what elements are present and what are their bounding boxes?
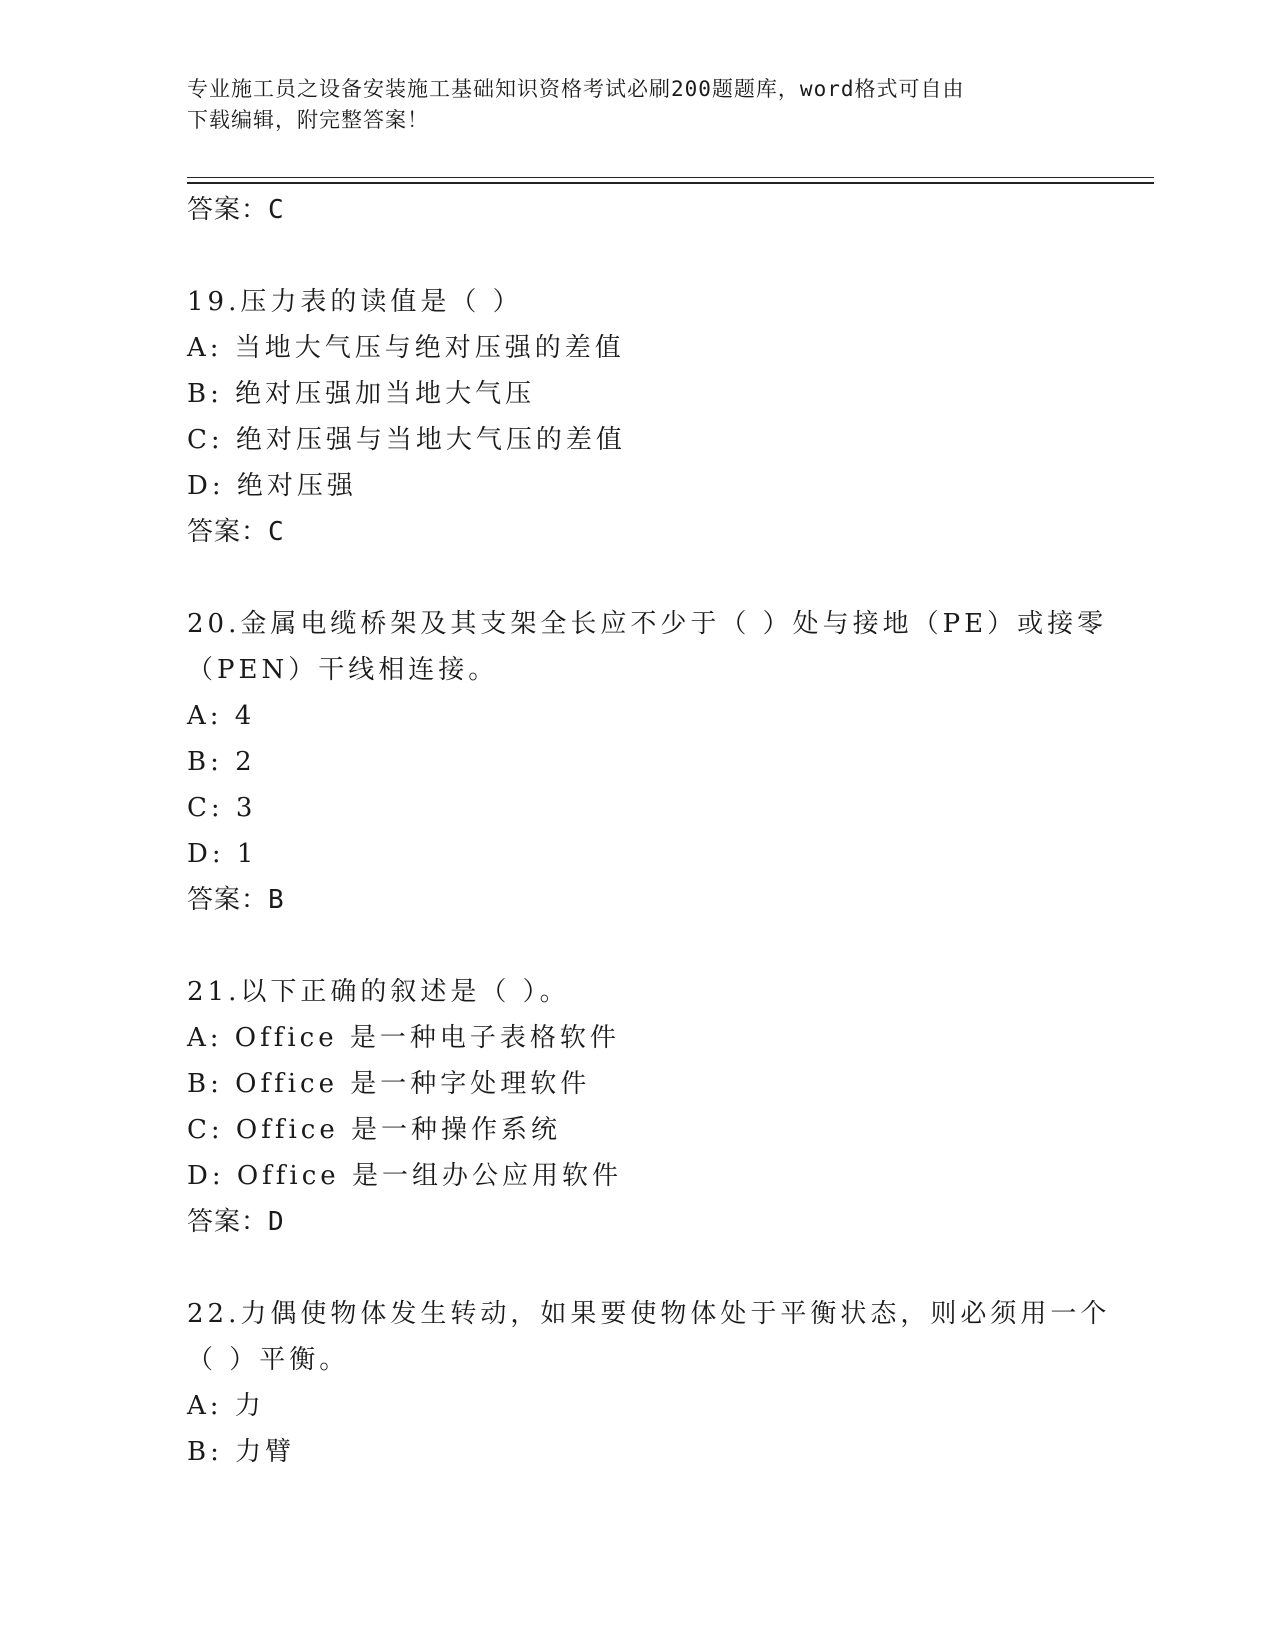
question-22 (187, 1291, 1111, 1475)
question-stem: 21.以下正确的叙述是（ ）。 (187, 977, 570, 1007)
option-d: D: 绝对压强 (187, 471, 357, 501)
option-b: B: 2 (187, 747, 256, 777)
question-list (187, 187, 1111, 1475)
option-b: B: 绝对压强加当地大气压 (187, 379, 536, 409)
header-divider-thin (187, 177, 1154, 178)
document-header: 专业施工员之设备安装施工基础知识资格考试必刷200题题库，word格式可自由 下载编辑，附完整答案！ (187, 77, 965, 132)
header-divider-thick (187, 182, 1154, 184)
spacer (187, 555, 1087, 601)
question-21 (187, 969, 1087, 1245)
spacer (187, 923, 1087, 969)
question-20 (187, 601, 1108, 923)
option-c: C: Office 是一种操作系统 (187, 1115, 562, 1145)
option-a: A: 4 (187, 701, 256, 731)
spacer (187, 233, 1087, 279)
question-stem: 20.金属电缆桥架及其支架全长应不少于（ ）处与接地（PE）或接零 (187, 609, 1108, 639)
spacer (187, 1245, 1087, 1291)
option-d: D: Office 是一组办公应用软件 (187, 1161, 622, 1191)
option-d: D: 1 (187, 839, 258, 869)
question-stem-continued: （ ）平衡。 (187, 1345, 350, 1375)
question-stem-continued: （PEN）干线相连接。 (187, 655, 499, 685)
option-c: C: 3 (187, 793, 257, 823)
option-a: A: Office 是一种电子表格软件 (187, 1023, 620, 1053)
option-b: B: 力臂 (187, 1437, 296, 1467)
previous-answer: 答案：C (187, 195, 285, 225)
answer: 答案：B (187, 885, 285, 915)
option-a: A: 当地大气压与绝对压强的差值 (187, 333, 625, 363)
option-b: B: Office 是一种字处理软件 (187, 1069, 591, 1099)
answer: 答案：D (187, 1207, 285, 1237)
question-stem: 22.力偶使物体发生转动，如果要使物体处于平衡状态，则必须用一个 (187, 1299, 1111, 1329)
answer: 答案：C (187, 517, 285, 547)
option-c: C: 绝对压强与当地大气压的差值 (187, 425, 626, 455)
option-a: A: 力 (187, 1391, 265, 1421)
question-stem: 19.压力表的读值是（ ） (187, 287, 523, 317)
question-19 (187, 279, 1087, 555)
